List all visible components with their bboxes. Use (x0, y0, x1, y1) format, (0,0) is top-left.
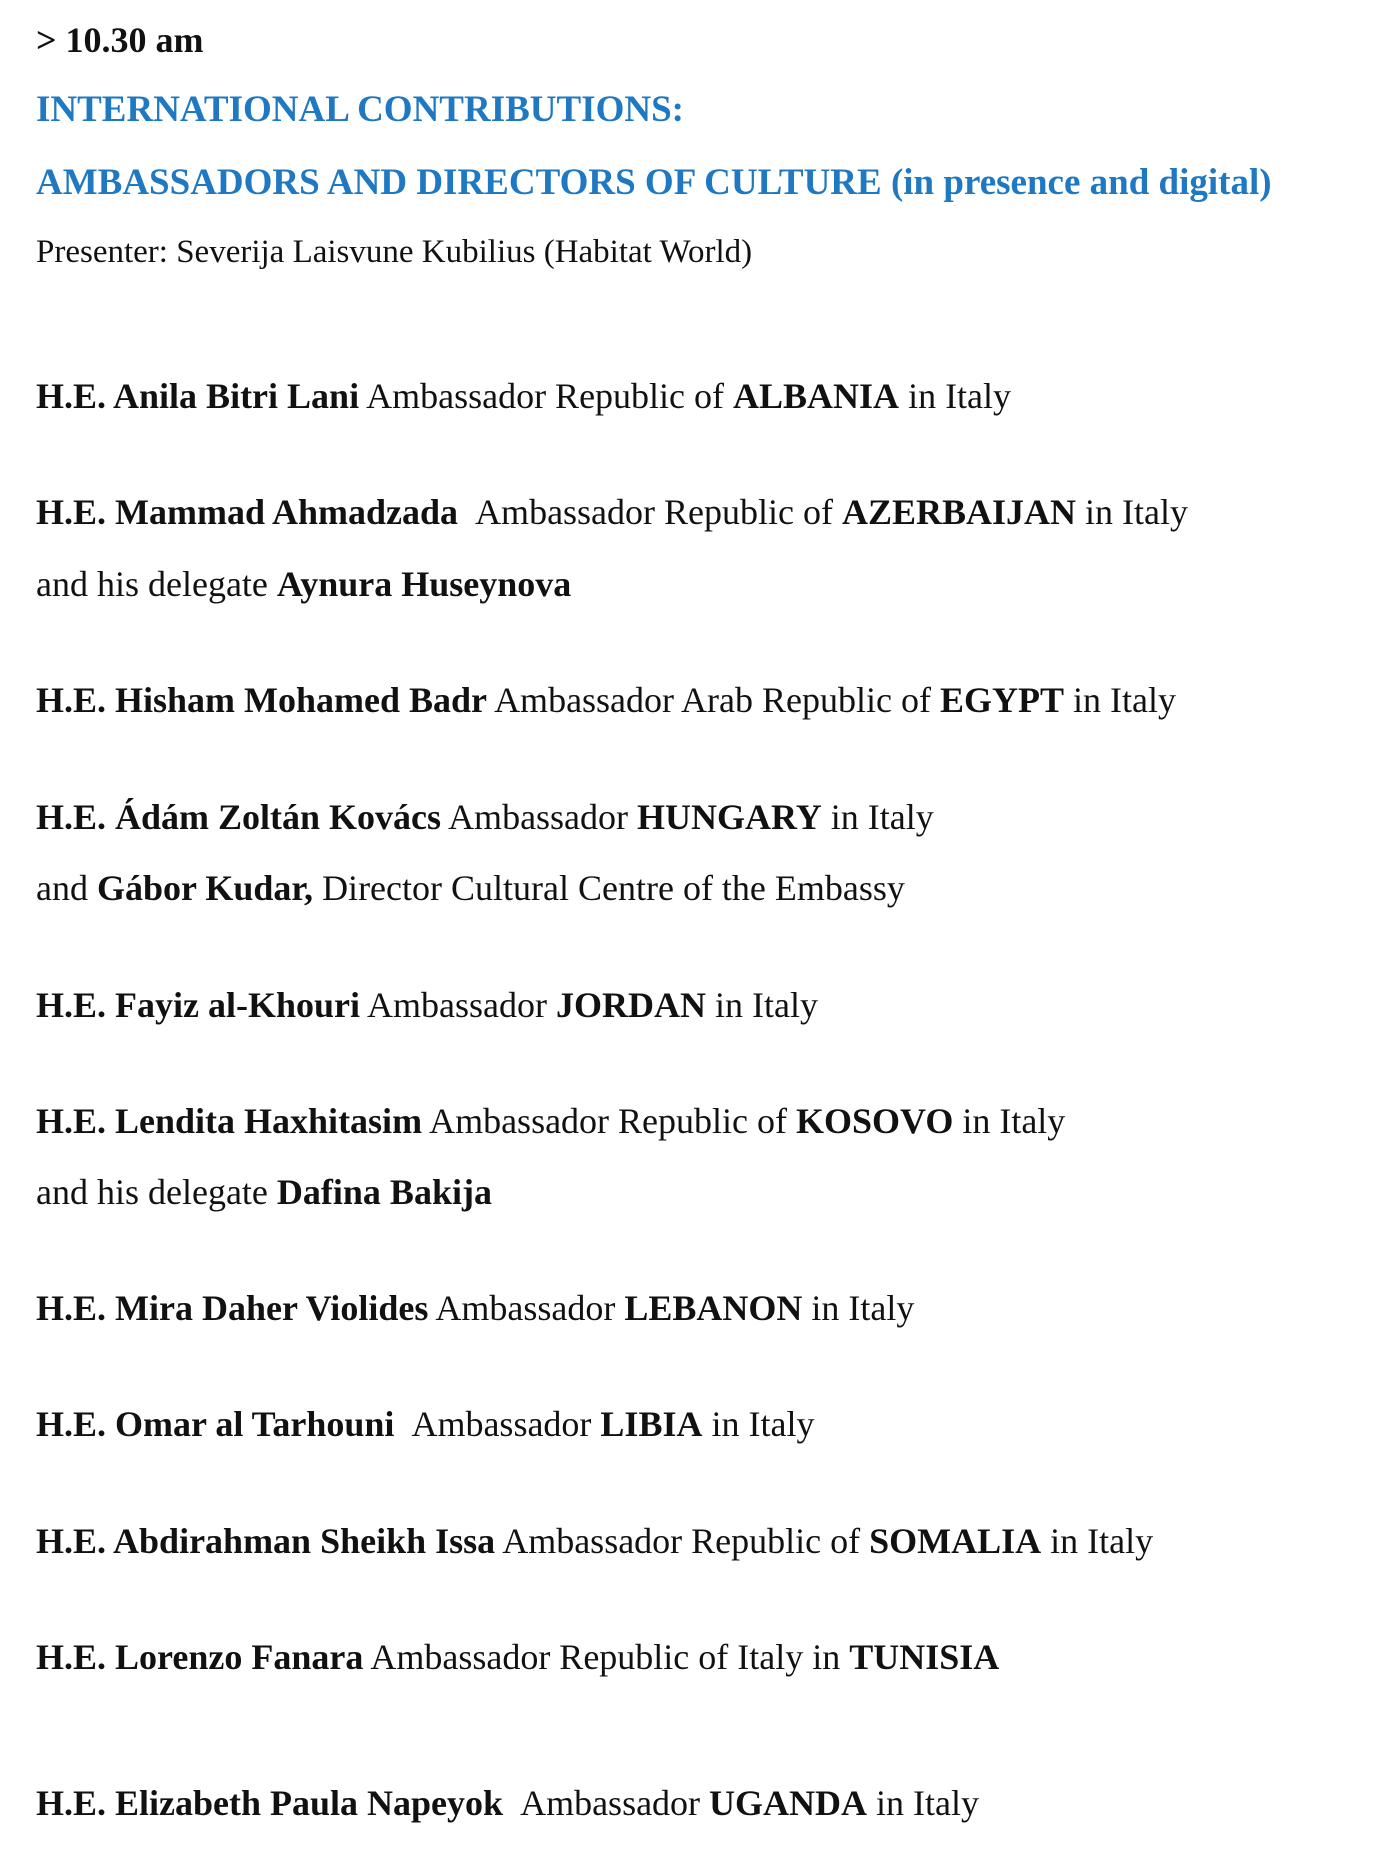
ambassador-name: H.E. Mira Daher Violides (36, 1288, 429, 1328)
ambassador-name: H.E. Ádám Zoltán Kovács (36, 797, 442, 837)
role-text: Ambassador Republic of Italy in (370, 1637, 841, 1677)
session-time: > 10.30 am (36, 20, 204, 60)
country-name: AZERBAIJAN (842, 492, 1077, 532)
country-name: LIBIA (600, 1404, 703, 1444)
role-suffix: in Italy (1072, 680, 1176, 720)
ambassador-name: H.E. Mammad Ahmadzada (36, 492, 459, 532)
country-name: EGYPT (939, 680, 1064, 720)
entry-lebanon (36, 1286, 914, 1330)
country-name: ALBANIA (733, 376, 900, 416)
director-name: Gábor Kudar, (96, 868, 314, 908)
role-text: Ambassador (435, 1288, 616, 1328)
entry-kosovo (36, 1099, 1065, 1143)
role-text: Ambassador Republic of (366, 376, 725, 416)
entry-hungary (36, 795, 934, 839)
role-suffix: in Italy (811, 1288, 915, 1328)
country-name: KOSOVO (796, 1101, 954, 1141)
section-subheading: AMBASSADORS AND DIRECTORS OF CULTURE (in presence and digital) (36, 162, 1272, 203)
entry-uganda (36, 1781, 979, 1825)
entry-somalia (36, 1519, 1153, 1563)
ambassador-name: H.E. Lendita Haxhitasim (36, 1101, 423, 1141)
ambassador-name: H.E. Lorenzo Fanara (36, 1637, 364, 1677)
role-text: Ambassador Republic of (475, 492, 833, 532)
ambassador-name: H.E. Anila Bitri Lani (36, 376, 360, 416)
ambassador-name: H.E. Abdirahman Sheikh Issa (36, 1521, 496, 1561)
role-text: Ambassador (411, 1404, 592, 1444)
ambassador-name: H.E. Elizabeth Paula Napeyok (36, 1783, 504, 1823)
country-name: HUNGARY (637, 797, 822, 837)
country-name: LEBANON (624, 1288, 803, 1328)
role-suffix: in Italy (908, 376, 1012, 416)
entry-libia (36, 1402, 814, 1446)
section-heading: INTERNATIONAL CONTRIBUTIONS: (36, 89, 684, 130)
entry-hungary-director (36, 866, 905, 910)
role-text: Ambassador Republic of (429, 1101, 788, 1141)
ambassador-name: H.E. Fayiz al-Khouri (36, 985, 360, 1025)
role-suffix: in Italy (830, 797, 934, 837)
entry-azerbaijan-delegate (36, 562, 571, 606)
entry-jordan (36, 983, 818, 1027)
country-name: TUNISIA (849, 1637, 1000, 1677)
delegate-prefix: and his delegate (36, 1172, 268, 1212)
role-text: Ambassador (367, 985, 547, 1025)
entry-egypt (36, 678, 1176, 722)
director-prefix: and (36, 868, 88, 908)
country-name: UGANDA (709, 1783, 868, 1823)
delegate-prefix: and his delegate (36, 564, 268, 604)
country-name: SOMALIA (869, 1521, 1042, 1561)
role-suffix: in Italy (1050, 1521, 1154, 1561)
delegate-name: Aynura Huseynova (276, 564, 572, 604)
role-suffix: in Italy (714, 985, 818, 1025)
delegate-name: Dafina Bakija (276, 1172, 492, 1212)
entry-kosovo-delegate (36, 1170, 492, 1214)
role-text: Ambassador Arab Republic of (494, 680, 931, 720)
role-text: Ambassador (448, 797, 629, 837)
entry-azerbaijan (36, 490, 1188, 534)
role-suffix: in Italy (1085, 492, 1189, 532)
country-name: JORDAN (555, 985, 706, 1025)
entry-tunisia (36, 1635, 999, 1679)
presenter-line: Presenter: Severija Laisvune Kubilius (Habitat World) (36, 234, 753, 270)
entry-albania (36, 374, 1011, 418)
role-suffix: in Italy (876, 1783, 980, 1823)
role-text: Ambassador (520, 1783, 701, 1823)
role-suffix: in Italy (962, 1101, 1066, 1141)
ambassador-name: H.E. Omar al Tarhouni (36, 1404, 395, 1444)
role-text: Ambassador Republic of (502, 1521, 861, 1561)
ambassador-name: H.E. Hisham Mohamed Badr (36, 680, 488, 720)
director-role: Director Cultural Centre of the Embassy (322, 868, 905, 908)
role-suffix: in Italy (711, 1404, 815, 1444)
